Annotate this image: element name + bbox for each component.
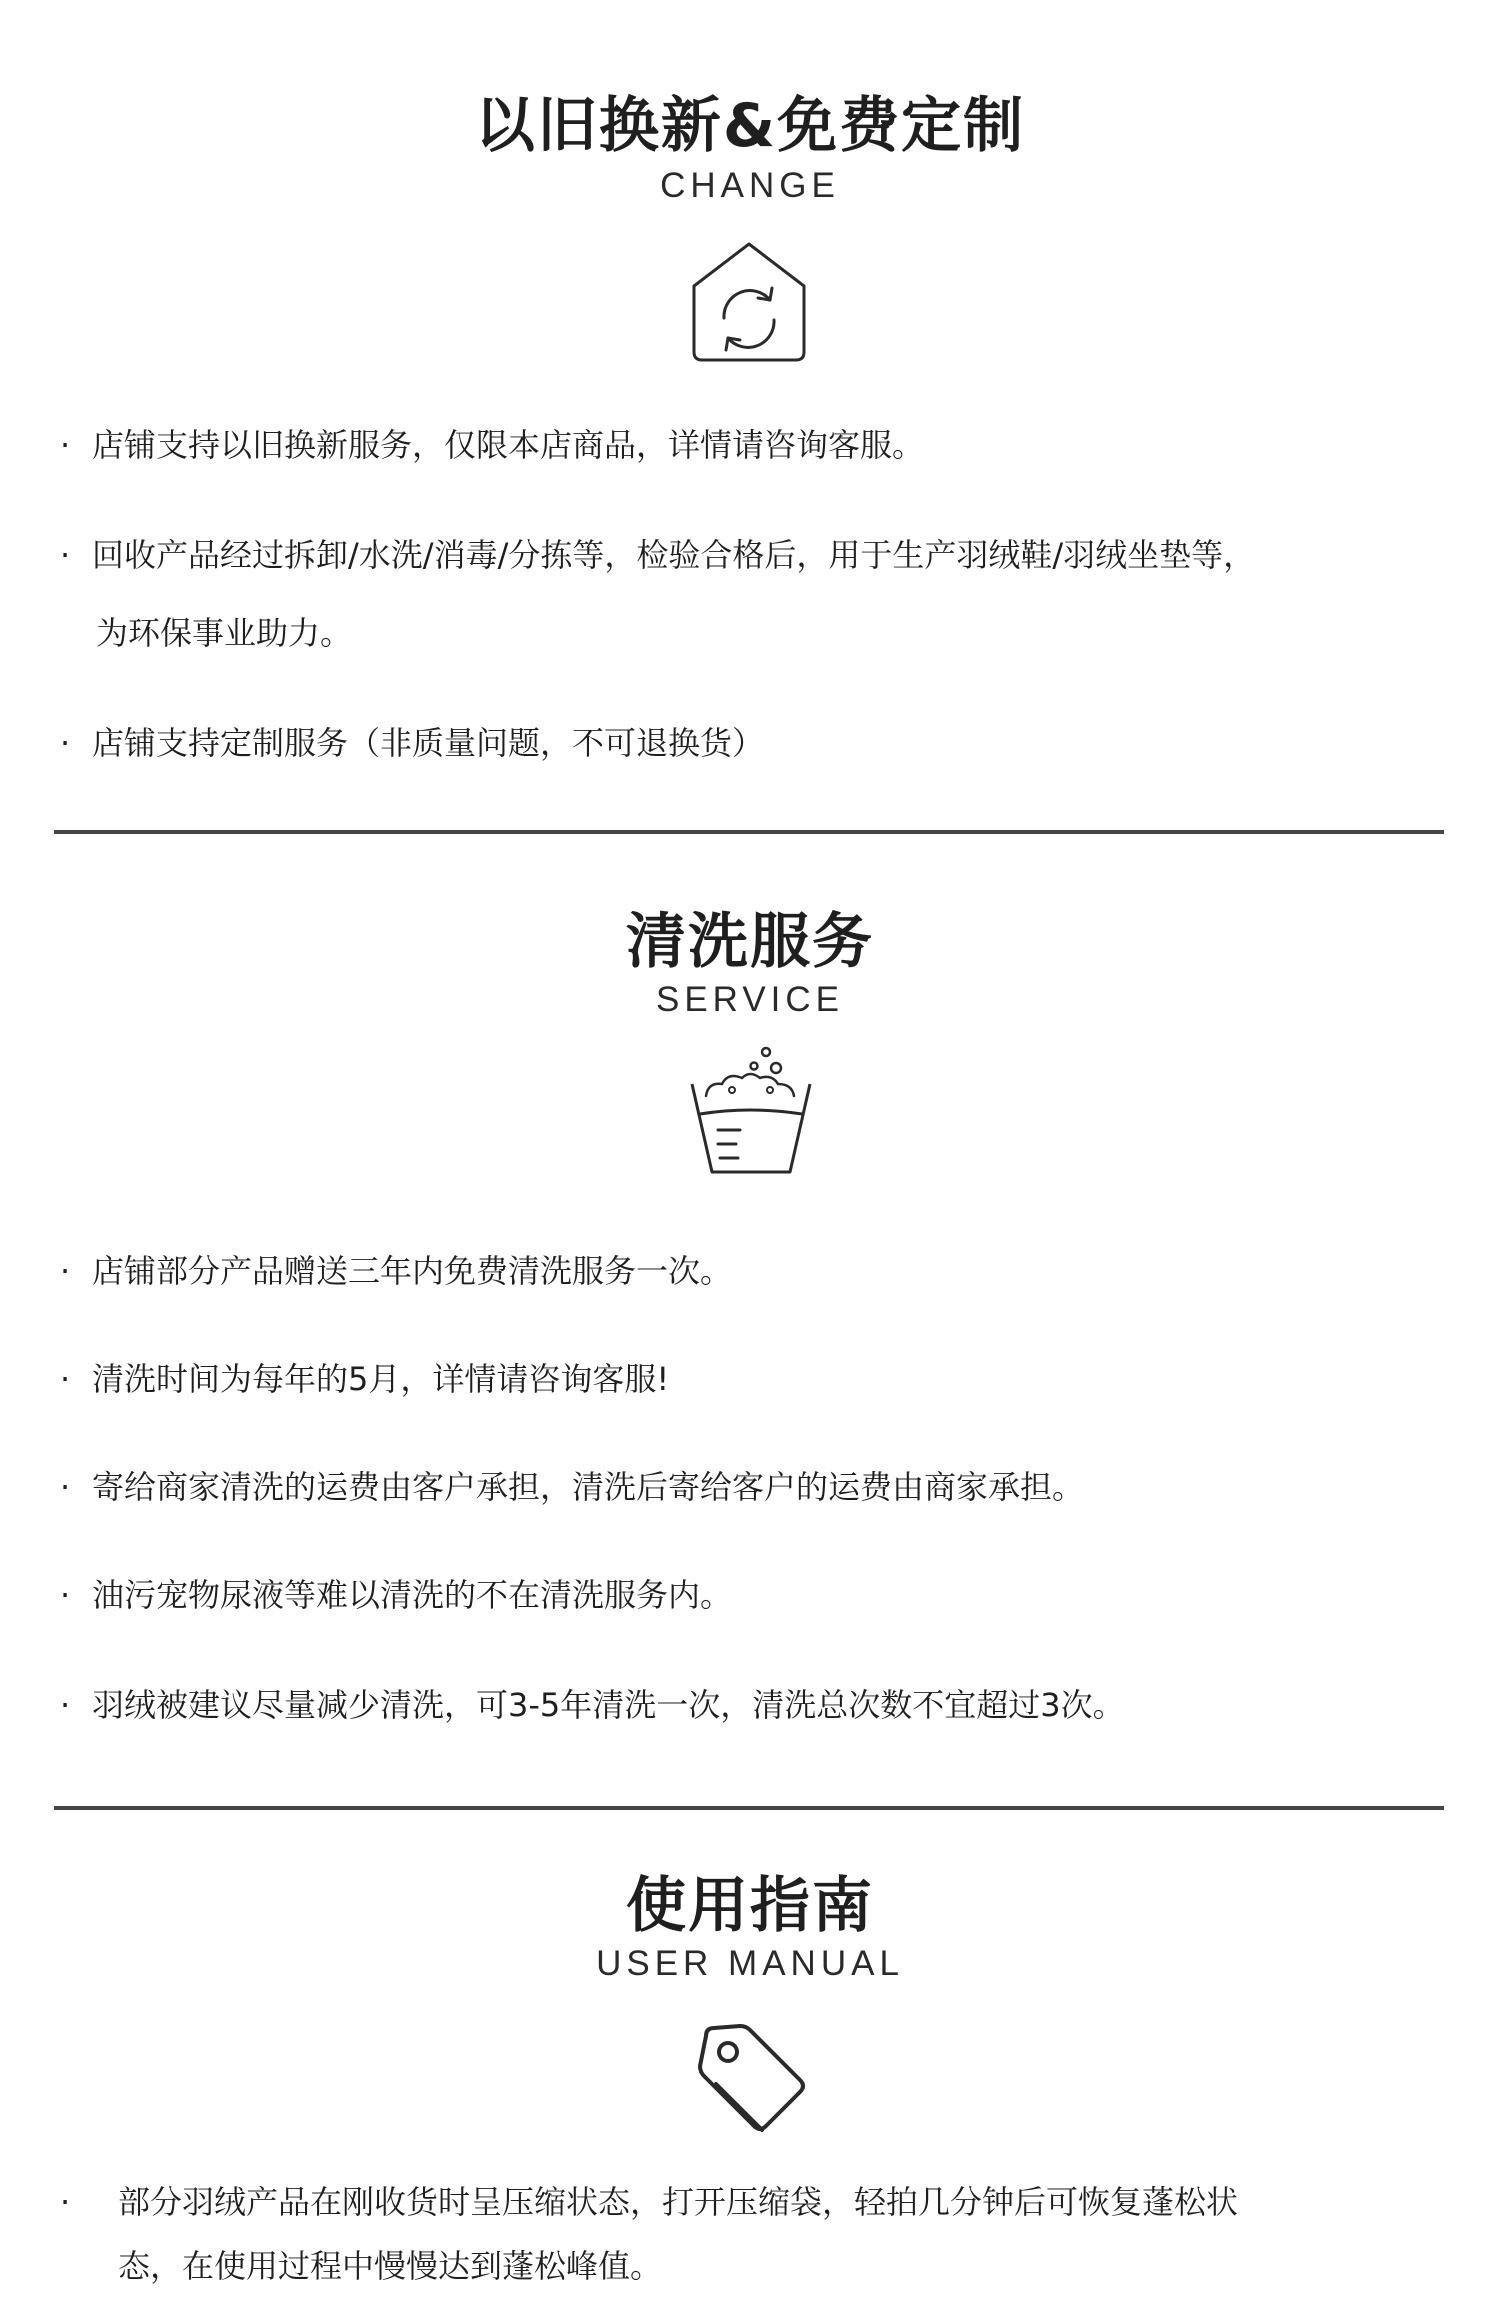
section-subtitle-change: CHANGE bbox=[660, 166, 840, 205]
wash-basin-icon bbox=[686, 1044, 816, 1174]
bullet-text: 油污宠物尿液等难以清洗的不在清洗服务内。 bbox=[92, 1576, 733, 1614]
list-item bbox=[60, 1232, 1400, 1310]
bullet-text: 店铺支持定制服务（非质量问题，不可退换货） bbox=[92, 724, 765, 762]
bullet-text: 店铺部分产品赠送三年内免费清洗服务一次。 bbox=[92, 1252, 733, 1290]
bullet-dot: · bbox=[60, 426, 71, 464]
bullet-continuation: 为环保事业助力。 bbox=[96, 614, 353, 652]
bullet-dot: · bbox=[60, 1686, 71, 1724]
section-subtitle-manual: USER MANUAL bbox=[596, 1944, 904, 1983]
bullet-dot: · bbox=[60, 1576, 71, 1614]
section-divider bbox=[54, 830, 1444, 834]
list-item bbox=[60, 1556, 1400, 1634]
bullet-dot: · bbox=[60, 1252, 71, 1290]
list-item bbox=[60, 1666, 1400, 1744]
list-item bbox=[60, 406, 1400, 484]
bullet-text: 部分羽绒产品在刚收货时呈压缩状态，打开压缩袋，轻拍几分钟后可恢复蓬松状 bbox=[118, 2183, 1239, 2221]
section-title-change: 以旧换新&免费定制 bbox=[474, 91, 1026, 161]
bullet-text: 寄给商家清洗的运费由客户承担，清洗后寄给客户的运费由商家承担。 bbox=[92, 1468, 1085, 1506]
list-item bbox=[60, 704, 1400, 782]
bullet-dot: · bbox=[60, 724, 71, 762]
list-item bbox=[60, 516, 1400, 672]
bullet-dot: · bbox=[60, 536, 71, 574]
bullet-dot: · bbox=[60, 1468, 71, 1506]
bullet-text: 回收产品经过拆卸/水洗/消毒/分拣等，检验合格后，用于生产羽绒鞋/羽绒坐垫等， bbox=[92, 536, 1256, 574]
section-title-manual: 使用指南 bbox=[626, 1871, 874, 1941]
section-subtitle-service: SERVICE bbox=[655, 980, 845, 1019]
price-tag-icon bbox=[694, 2018, 814, 2138]
bullet-text: 店铺支持以旧换新服务，仅限本店商品，详情请咨询客服。 bbox=[92, 426, 925, 464]
section-divider bbox=[54, 1806, 1444, 1810]
bullet-continuation: 态，在使用过程中慢慢达到蓬松峰值。 bbox=[118, 2247, 663, 2285]
list-item bbox=[60, 1340, 1400, 1418]
house-recycle-icon bbox=[684, 236, 814, 366]
bullet-text: 清洗时间为每年的5月，详情请咨询客服! bbox=[92, 1360, 670, 1398]
list-item bbox=[60, 1448, 1400, 1526]
list-item bbox=[60, 2170, 1420, 2298]
bullet-dot: · bbox=[60, 1360, 71, 1398]
bullet-text: 羽绒被建议尽量减少清洗，可3-5年清洗一次，清洗总次数不宜超过3次。 bbox=[92, 1686, 1125, 1724]
bullet-dot: · bbox=[60, 2183, 71, 2221]
section-title-service: 清洗服务 bbox=[626, 907, 874, 977]
